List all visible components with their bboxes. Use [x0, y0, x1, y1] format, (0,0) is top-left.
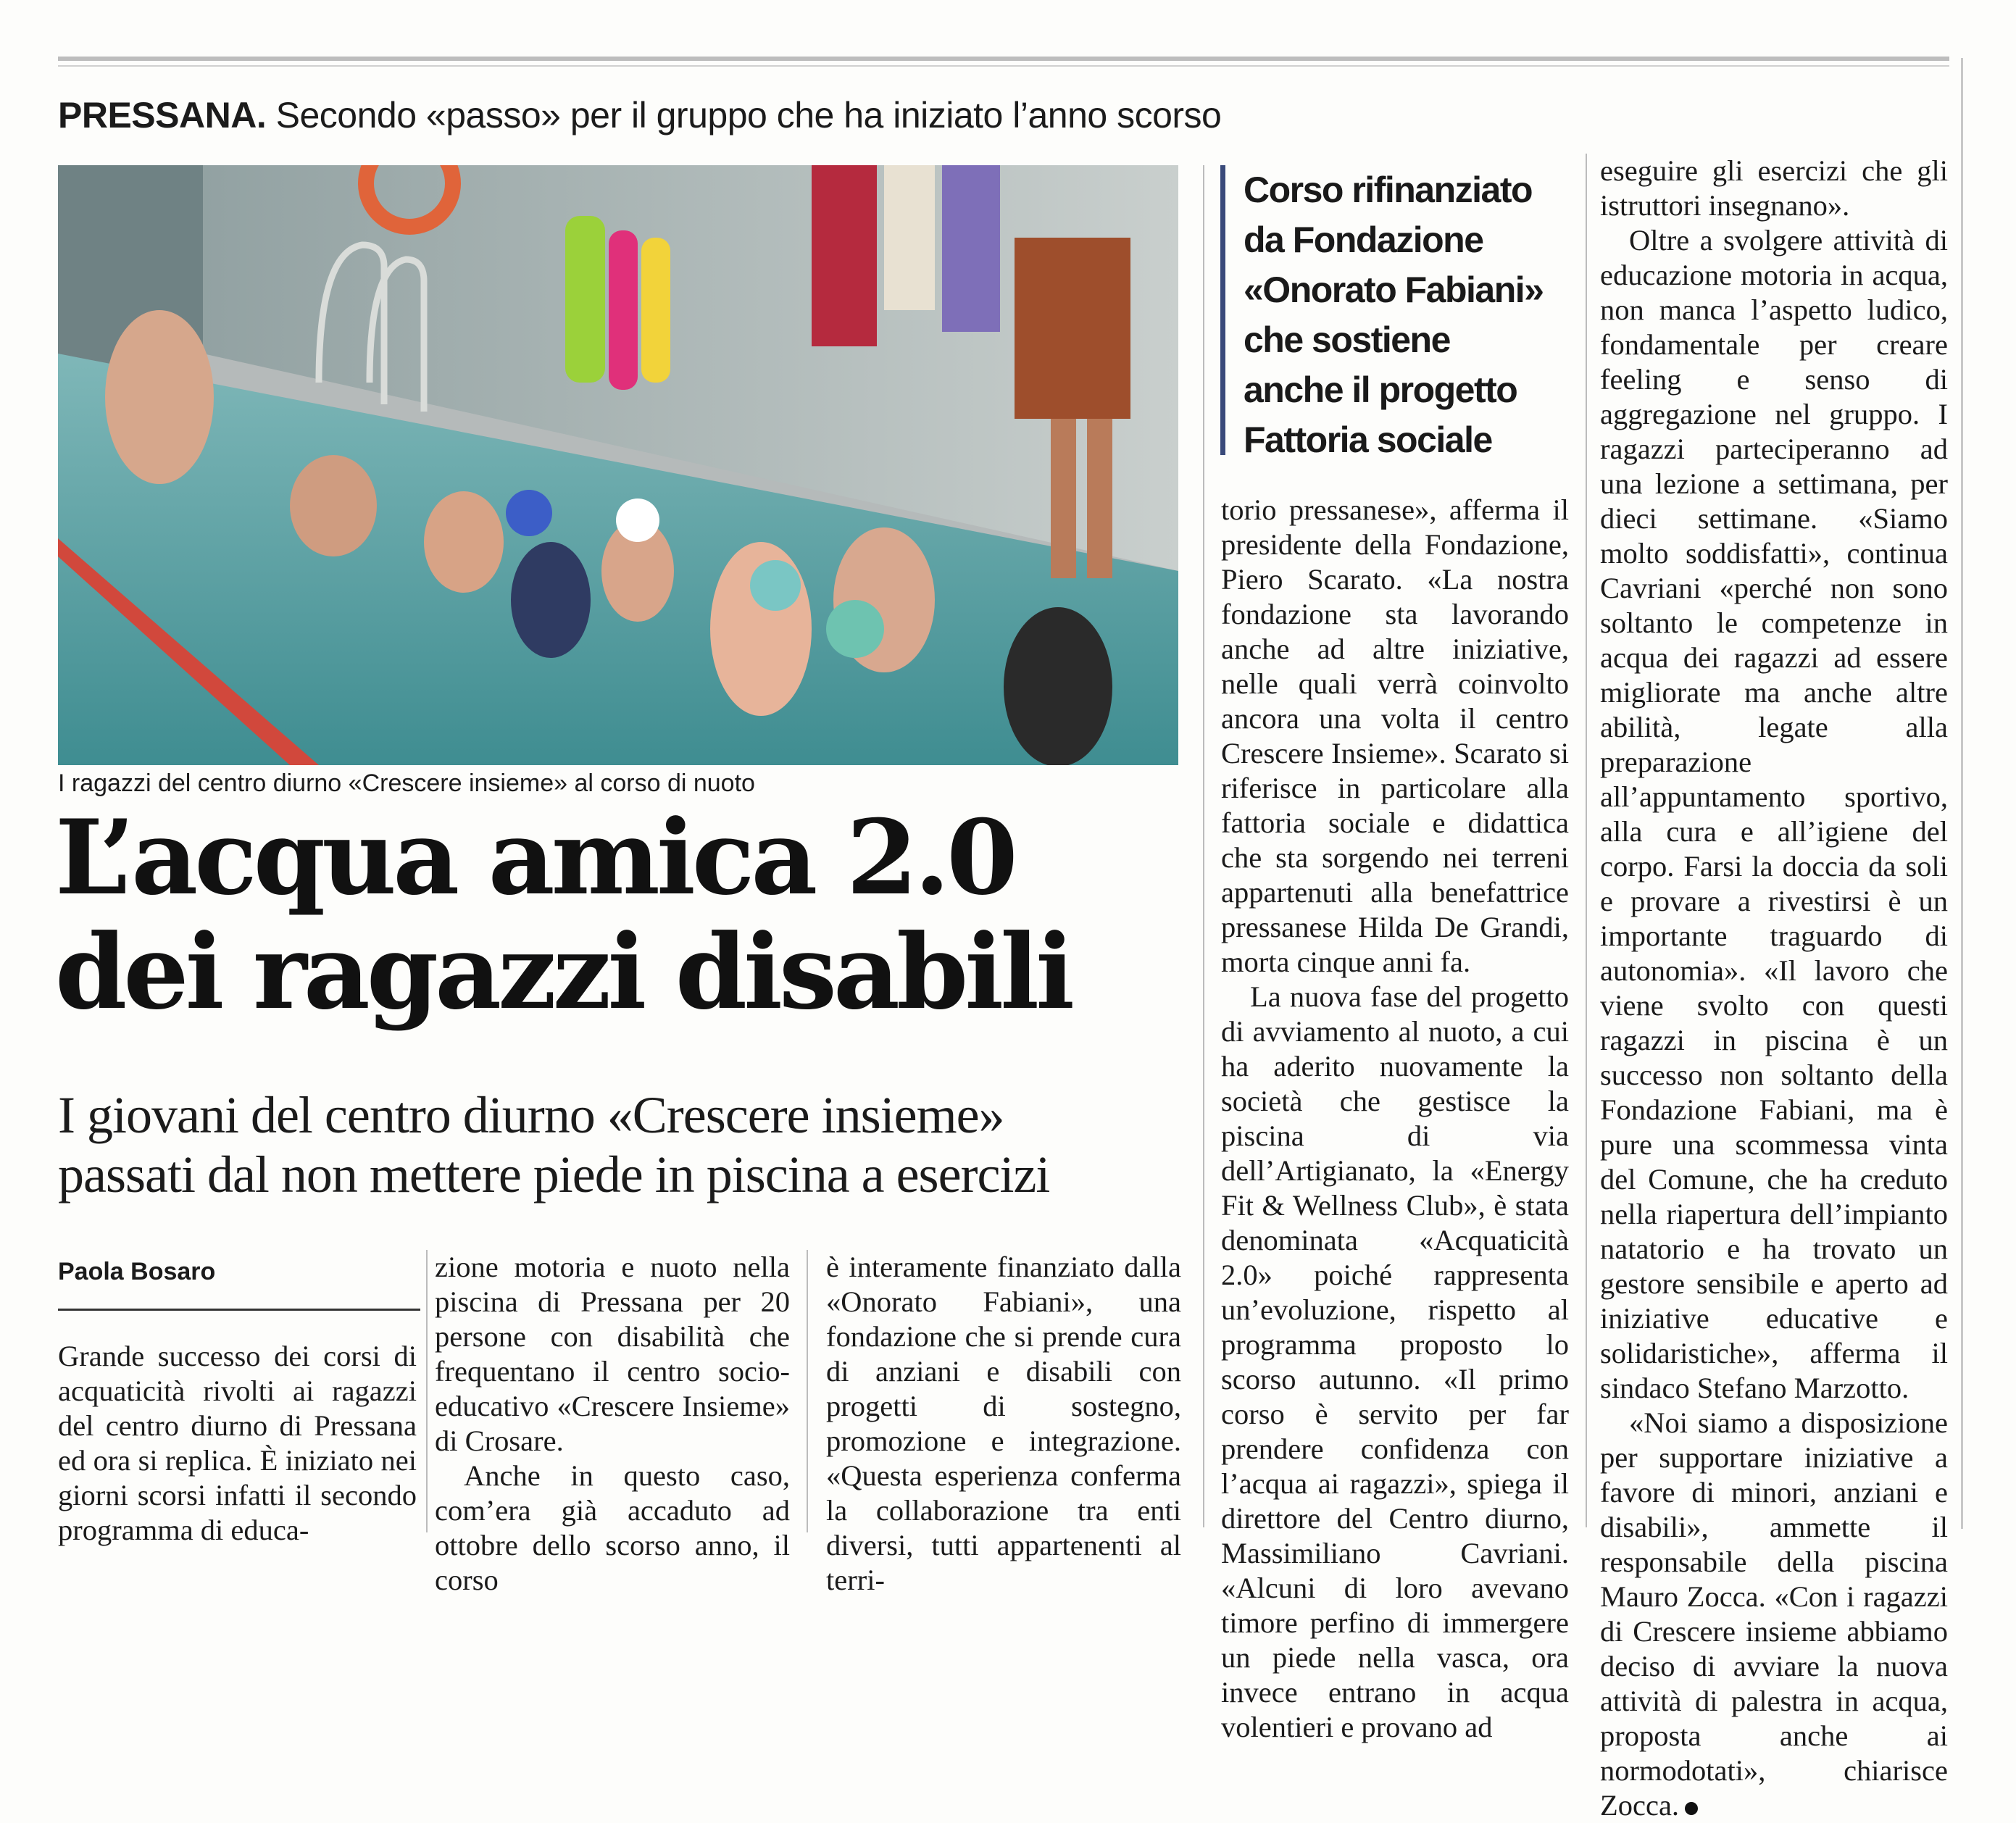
- kicker-place: PRESSANA.: [58, 95, 267, 135]
- sidebar-text: [1244, 165, 1577, 465]
- page-right-rule: [1961, 58, 1963, 1529]
- sidebar-line: anche il progetto: [1244, 370, 1517, 410]
- top-rule: [58, 57, 1949, 61]
- swimming-pool-photo: [58, 165, 1178, 765]
- paragraph: Grande successo dei corsi di acquaticità rivolti ai ragazzi del centro diurno di Pressana ed ora si replica. È iniziato nei giorni scorsi infatti il secondo programma di educa-: [58, 1340, 417, 1546]
- headline-line: dei ragazzi disabili: [55, 912, 1072, 1033]
- paragraph: è interamente finanziato dalla «Onorato Fabiani», una fondazione che si prende cura di anziani e disabili con progetti di sostegno, promozione e integrazione. «Questa esperienza conferma la collaborazione tra enti diversi, tutti appartenenti al terri-: [826, 1251, 1181, 1596]
- body-column-5: [1600, 154, 1948, 1823]
- paragraph: torio pressanese», afferma il presidente della Fondazione, Piero Scarato. «La nostra fondazione sta lavorando anche ad altre iniziative, nelle quali verrà coinvolto ancora una volta il centro Crescere Insieme». Scarato si riferisce in particolare alla fattoria sociale e didattica che sta sorgendo nei terreni appartenuti alla benefattrice pressanese Hilda De Grandi, morta cinque anni fa.: [1221, 493, 1569, 978]
- sidebar-line: Fattoria sociale: [1244, 420, 1492, 460]
- body-column-3: [826, 1250, 1181, 1598]
- subheadline-line: passati dal non mettere piede in piscina a esercizi: [58, 1146, 1050, 1203]
- sidebar-line: che sostiene: [1244, 320, 1450, 360]
- paragraph-text: «Noi siamo a disposizione per supportare iniziative a favore di minori, anziani e disabili», ammette il responsabile della piscina Mauro Zocca. «Con i ragazzi di Crescere insieme abbiamo deciso di avviare la nuova attività di palestra in acqua, proposta anche ai normodotati», chiarisce Zocca.: [1600, 1406, 1948, 1822]
- sidebar-line: da Fondazione: [1244, 220, 1483, 260]
- sidebar-line: «Onorato Fabiani»: [1244, 270, 1544, 310]
- column-rule: [1586, 154, 1587, 1527]
- sidebar-line: Corso rifinanziato: [1244, 170, 1533, 210]
- byline-rule: [58, 1309, 420, 1311]
- article-photo: [58, 165, 1178, 765]
- headline-line: L’acqua amica 2.0: [55, 798, 1015, 918]
- byline: Paola Bosaro: [58, 1258, 216, 1285]
- photo-caption: I ragazzi del centro diurno «Crescere insieme» al corso di nuoto: [58, 769, 755, 797]
- column-rule: [807, 1250, 808, 1532]
- body-column-1: [58, 1339, 417, 1548]
- subheadline: [58, 1085, 1188, 1204]
- paragraph: [1600, 1406, 1948, 1823]
- headline: [55, 798, 1186, 1033]
- column-rule: [426, 1250, 428, 1532]
- kicker: [58, 94, 1221, 136]
- top-rule-thin: [58, 65, 1949, 67]
- sidebar-bar: [1220, 165, 1225, 455]
- paragraph: eseguire gli esercizi che gli istruttori insegnano».: [1600, 154, 1948, 222]
- kicker-text: Secondo «passo» per il gruppo che ha iniziato l’anno scorso: [275, 95, 1222, 135]
- paragraph: zione motoria e nuoto nella piscina di Pressana per 20 persone con disabilità che frequentano il centro socio-educativo «Crescere Insieme» di Crosare.: [435, 1251, 790, 1457]
- column-rule: [1203, 165, 1204, 1527]
- paragraph: La nuova fase del progetto di avviamento al nuoto, a cui ha aderito nuovamente la società che gestisce la piscina di via dell’Artigianato, la «Energy Fit & Wellness Club», è stata denominata «Acquaticità 2.0» poiché rappresenta un’evoluzione, rispetto al programma proposto lo scorso autunno. «Il primo corso è servito per far prendere confidenza con l’acqua ai ragazzi», spiega il direttore del Centro diurno, Massimiliano Cavriani. «Alcuni di loro avevano timore perfino di immergere un piede nella vasca, ora invece entrano in acqua volentieri e provano ad: [1221, 980, 1569, 1743]
- body-column-2: [435, 1250, 790, 1598]
- body-column-4: [1221, 493, 1569, 1745]
- paragraph: Anche in questo caso, com’era già accaduto ad ottobre dello scorso anno, il corso: [435, 1459, 790, 1596]
- end-of-article-icon: [1685, 1802, 1698, 1815]
- paragraph: Oltre a svolgere attività di educazione motoria in acqua, non manca l’aspetto ludico, fondamentale per creare feeling e senso di aggregazione nel gruppo. I ragazzi parteciperanno ad una lezione a settimana, per dieci settimane. «Siamo molto soddisfatti», continua Cavriani «perché non sono soltanto le competenze in acqua dei ragazzi ad essere migliorate ma anche altre abilità, legate alla preparazione all’appuntamento sportivo, alla cura e all’igiene del corpo. Farsi la doccia da soli e provare a rivestirsi è un importante traguardo di autonomia». «Il lavoro che viene svolto con questi ragazzi in piscina è un successo non soltanto della Fondazione Fabiani, ma è pure una scommessa vinta del Comune, che ha creduto nella riapertura dell’impianto natatorio e ha trovato un gestore sensibile e aperto ad iniziative educative e solidaristiche», afferma il sindaco Stefano Marzotto.: [1600, 224, 1948, 1404]
- subheadline-line: I giovani del centro diurno «Crescere insieme»: [58, 1086, 1004, 1144]
